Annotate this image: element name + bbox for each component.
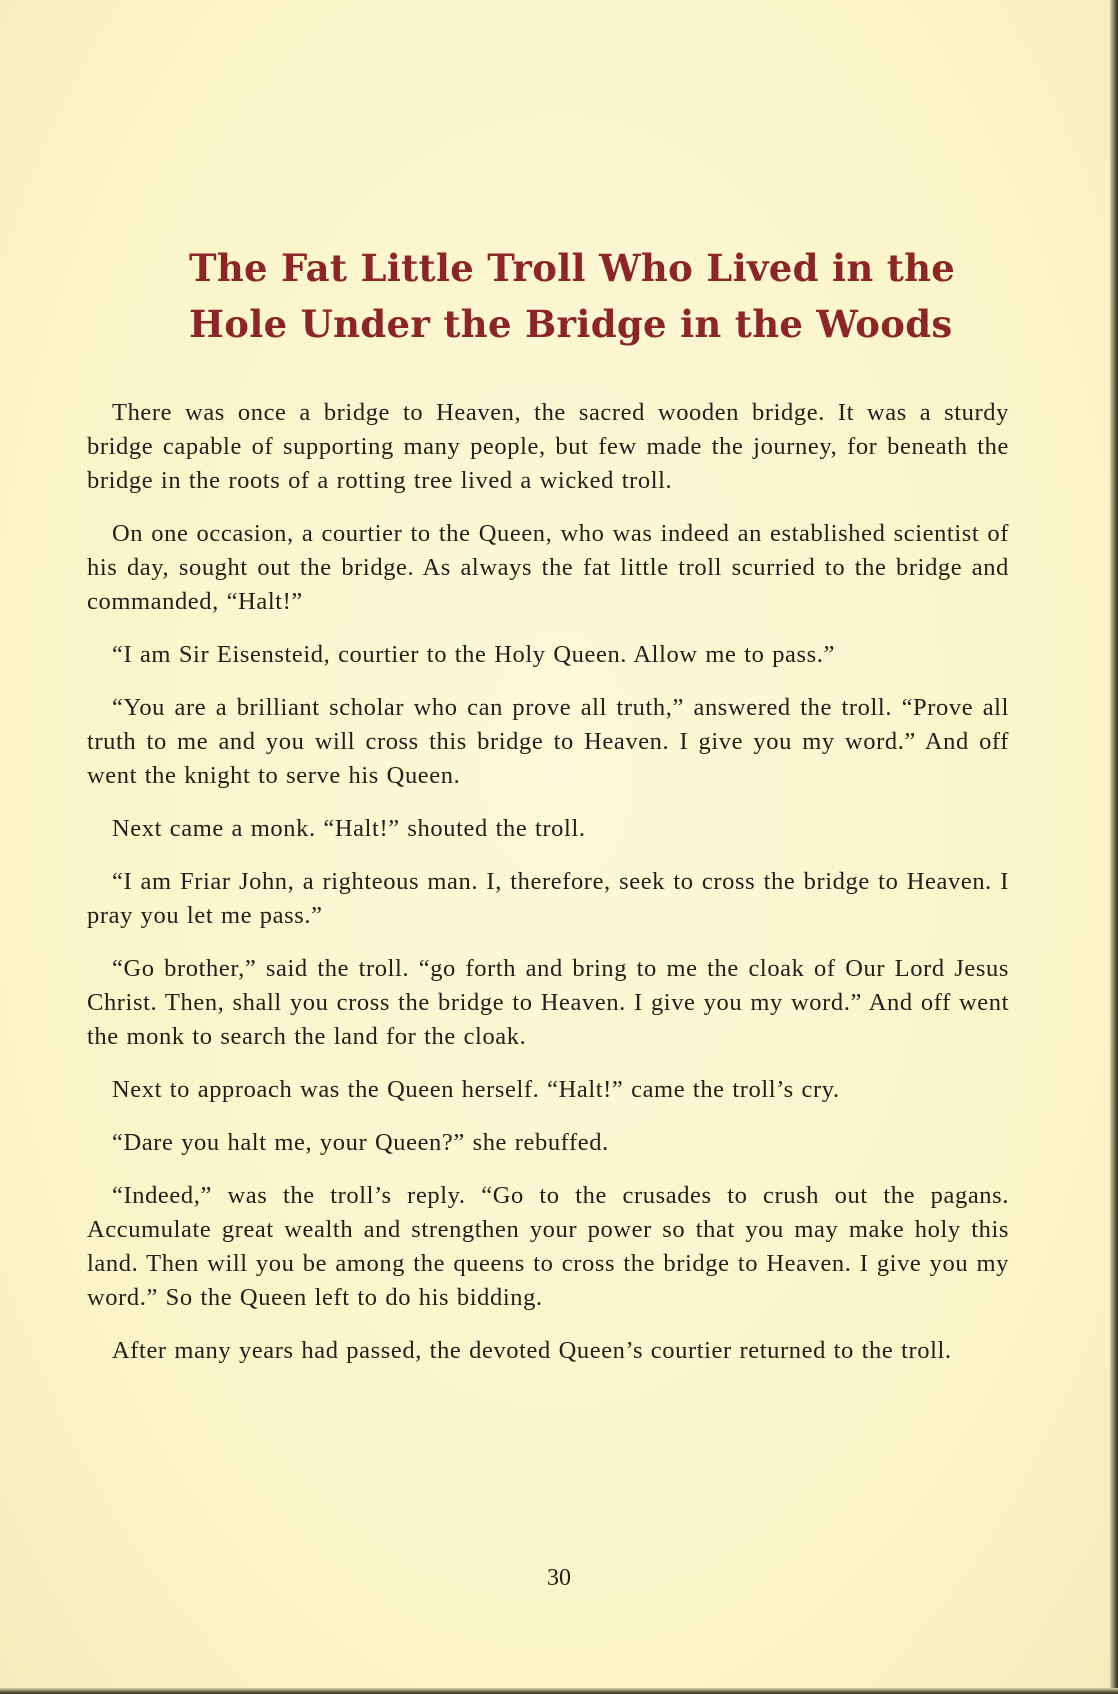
chapter-title-line-2: Hole Under the Bridge in the Woods [189, 302, 953, 346]
paragraph-2: On one occasion, a courtier to the Queen, who was indeed an established scientist of his day, sought out the bridge. As always the fat little troll scurried to the bridge and commanded, “Halt!” [87, 520, 1009, 615]
paragraph-9: “Dare you halt me, your Queen?” she rebuffed. [112, 1129, 609, 1156]
paragraph-4: “You are a brilliant scholar who can prove all truth,” answered the troll. “Prove all truth to me and you will cross this bridge to Heaven. I give you my word.” And off went the knight to serve his Queen. [87, 694, 1009, 789]
paragraph-6: “I am Friar John, a righteous man. I, therefore, seek to cross the bridge to Heaven. I pray you let me pass.” [87, 868, 1009, 929]
page-number: 30 [547, 1565, 571, 1591]
paragraph-3: “I am Sir Eisensteid, courtier to the Holy Queen. Allow me to pass.” [112, 641, 835, 668]
chapter-title-line-1: The Fat Little Troll Who Lived in the [189, 246, 956, 290]
paragraph-10: “Indeed,” was the troll’s reply. “Go to the crusades to crush out the pagans. Accumulate great wealth and strengthen your power so that you may make holy this land. Then will you be among the queens to cross the bridge to Heaven. I give you my word.” So the Queen left to do his bidding. [87, 1182, 1009, 1311]
paragraph-1: There was once a bridge to Heaven, the sacred wooden bridge. It was a sturdy bridge capable of supporting many people, but few made the journey, for beneath the bridge in the roots of a rotting tree lived a wicked troll. [87, 399, 1009, 494]
paragraph-7: “Go brother,” said the troll. “go forth and bring to me the cloak of Our Lord Jesus Christ. Then, shall you cross the bridge to Heaven. I give you my word.” And off went the monk to search the land for the cloak. [87, 955, 1009, 1050]
page-edge-shadow-right [1110, 0, 1118, 1694]
paragraph-5: Next came a monk. “Halt!” shouted the troll. [112, 815, 586, 842]
story-body [87, 396, 1009, 1387]
chapter-title [189, 240, 956, 352]
paragraph-11: After many years had passed, the devoted Queen’s courtier returned to the troll. [112, 1337, 952, 1364]
page-edge-shadow-bottom [0, 1688, 1118, 1694]
paragraph-8: Next to approach was the Queen herself. “Halt!” came the troll’s cry. [112, 1076, 840, 1103]
